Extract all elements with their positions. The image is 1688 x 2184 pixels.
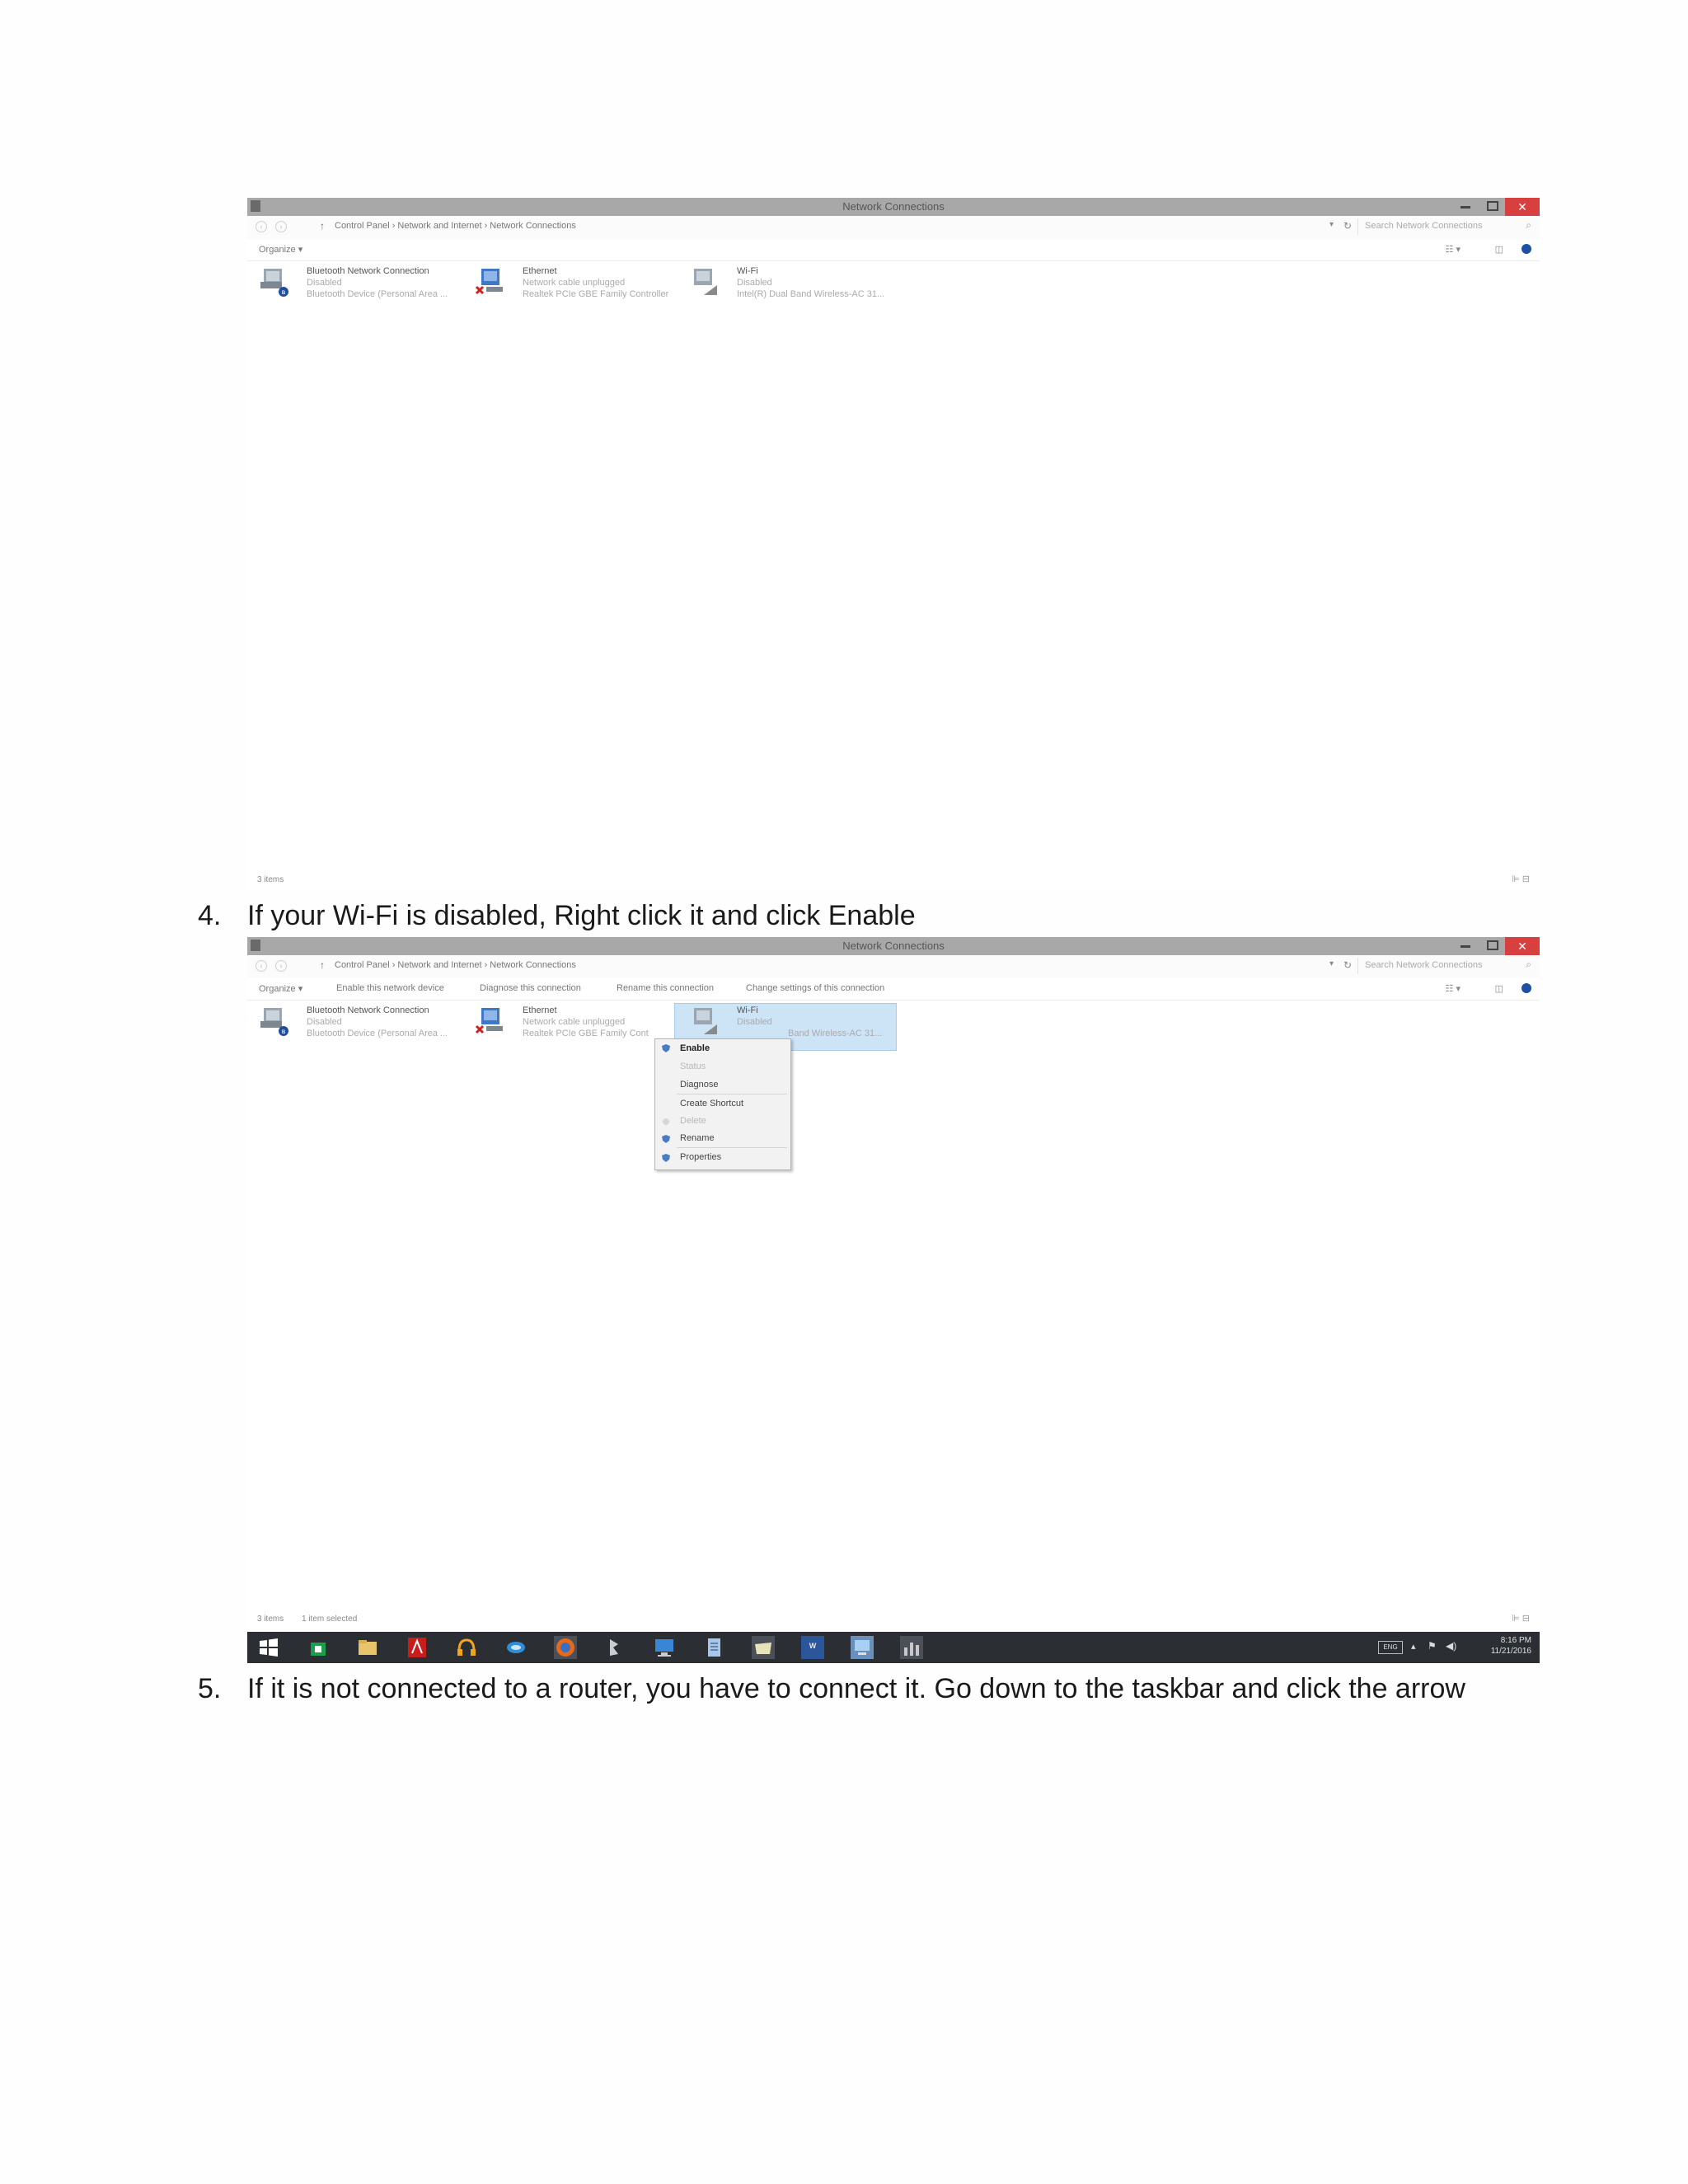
item-name: Wi-Fi xyxy=(737,1005,758,1015)
connections-list xyxy=(247,264,1540,313)
clock-time: 8:16 PM xyxy=(1500,1636,1531,1645)
volume-icon[interactable]: ◀) xyxy=(1446,1640,1457,1652)
menu-item-properties[interactable]: Properties xyxy=(680,1152,722,1162)
list-item-bluetooth[interactable] xyxy=(247,264,453,312)
title-bar xyxy=(247,937,1540,955)
system-tray xyxy=(1375,1632,1540,1663)
word-icon-label: W xyxy=(809,1642,817,1650)
minimize-button[interactable] xyxy=(1461,945,1470,948)
item-description: Band Wireless-AC 31... xyxy=(788,1029,883,1038)
clock[interactable] xyxy=(1491,1635,1531,1657)
notepad-icon[interactable] xyxy=(702,1636,725,1659)
change-settings-button[interactable]: Change settings of this connection xyxy=(746,983,885,993)
close-button[interactable]: ✕ xyxy=(1505,937,1540,955)
item-name: Ethernet xyxy=(523,266,557,276)
breadcrumb[interactable]: Control Panel › Network and Internet › Network Connections xyxy=(335,960,576,970)
shield-icon xyxy=(662,1154,670,1162)
view-options-icon[interactable]: ☷ ▾ xyxy=(1445,245,1461,255)
keyboard-icon[interactable]: ENG xyxy=(1378,1641,1403,1654)
window-title: Network Connections xyxy=(842,940,945,952)
breadcrumb[interactable]: Control Panel › Network and Internet › Network Connections xyxy=(335,221,576,231)
forward-icon[interactable]: › xyxy=(275,960,287,972)
item-name: Ethernet xyxy=(523,1005,557,1015)
close-button[interactable]: ✕ xyxy=(1505,198,1540,216)
search-input[interactable] xyxy=(1357,218,1540,235)
network-icon[interactable] xyxy=(851,1636,874,1659)
enable-device-button[interactable]: Enable this network device xyxy=(336,983,444,993)
command-bar xyxy=(247,239,1540,261)
connections-list xyxy=(247,1003,1540,1052)
item-status: Disabled xyxy=(307,1017,342,1027)
network-adapter-icon xyxy=(689,267,720,297)
menu-item-enable[interactable]: Enable xyxy=(680,1043,710,1053)
delete-icon xyxy=(662,1118,670,1126)
up-arrow-icon[interactable]: ↑ xyxy=(320,959,325,971)
network-connections-window-1 xyxy=(247,198,1540,890)
chevron-down-icon[interactable]: ▾ xyxy=(1329,220,1334,229)
command-bar xyxy=(247,978,1540,1001)
word-icon[interactable] xyxy=(801,1636,824,1659)
help-icon[interactable] xyxy=(1522,983,1531,993)
chart-icon[interactable] xyxy=(900,1636,923,1659)
item-description: Bluetooth Device (Personal Area ... xyxy=(307,289,448,299)
clock-date: 11/21/2016 xyxy=(1490,1647,1531,1656)
action-center-flag-icon[interactable]: ⚑ xyxy=(1428,1640,1437,1652)
up-arrow-icon[interactable]: ↑ xyxy=(320,220,325,232)
search-placeholder: Search Network Connections xyxy=(1365,221,1483,231)
search-placeholder: Search Network Connections xyxy=(1365,960,1483,970)
step-number: 4. xyxy=(198,900,222,931)
menu-item-status[interactable]: Status xyxy=(680,1062,706,1071)
refresh-icon[interactable]: ↻ xyxy=(1343,220,1352,232)
list-item-bluetooth[interactable] xyxy=(247,1003,453,1051)
step-4-text: If your Wi-Fi is disabled, Right click it and click Enable xyxy=(247,900,916,931)
forward-icon[interactable]: › xyxy=(275,221,287,232)
step-number: 5. xyxy=(198,1673,222,1704)
list-item-wifi[interactable] xyxy=(678,264,884,312)
file-explorer-icon[interactable] xyxy=(356,1636,379,1659)
back-icon[interactable]: ‹ xyxy=(256,221,267,232)
item-status: Network cable unplugged xyxy=(523,278,626,288)
preview-pane-icon[interactable]: ◫ xyxy=(1494,245,1503,255)
item-status: Disabled xyxy=(737,1017,772,1027)
address-bar xyxy=(247,216,1540,240)
media-icon[interactable] xyxy=(603,1636,626,1659)
item-name: Wi-Fi xyxy=(737,266,758,276)
firefox-icon[interactable] xyxy=(554,1636,577,1659)
maximize-button[interactable] xyxy=(1487,201,1498,211)
folder-icon[interactable] xyxy=(752,1636,775,1659)
item-description: Realtek PCIe GBE Family Cont xyxy=(523,1029,649,1038)
svg-text:ʙ: ʙ xyxy=(281,1028,286,1035)
item-count: 3 items xyxy=(257,1615,284,1624)
search-input[interactable] xyxy=(1357,958,1540,974)
acrobat-icon[interactable] xyxy=(406,1636,429,1659)
item-status: Disabled xyxy=(737,278,772,288)
item-description: Realtek PCIe GBE Family Controller xyxy=(523,289,669,299)
monitor-icon[interactable] xyxy=(653,1636,676,1659)
diagnose-button[interactable]: Diagnose this connection xyxy=(480,983,581,993)
store-icon[interactable] xyxy=(307,1636,330,1659)
network-connections-window-2 xyxy=(247,937,1540,1632)
view-toggle-icon[interactable]: ⊫ ⊟ xyxy=(1512,1614,1530,1624)
organize-button[interactable]: Organize ▾ xyxy=(259,984,303,994)
window-title: Network Connections xyxy=(842,200,945,213)
show-hidden-icons-arrow[interactable]: ▴ xyxy=(1411,1642,1416,1652)
minimize-button[interactable] xyxy=(1461,206,1470,209)
back-icon[interactable]: ‹ xyxy=(256,960,267,972)
address-bar xyxy=(247,955,1540,979)
menu-item-delete[interactable]: Delete xyxy=(680,1116,706,1126)
menu-separator xyxy=(677,1147,787,1148)
item-name: Bluetooth Network Connection xyxy=(307,1005,429,1015)
item-name: Bluetooth Network Connection xyxy=(307,266,429,276)
title-bar xyxy=(247,198,1540,216)
taskbar xyxy=(247,1632,1540,1663)
skype-icon[interactable] xyxy=(504,1636,528,1659)
menu-item-rename[interactable]: Rename xyxy=(680,1133,715,1143)
search-icon: ⌕ xyxy=(1526,958,1531,970)
view-toggle-icon[interactable]: ⊫ ⊟ xyxy=(1512,874,1530,884)
preview-pane-icon[interactable]: ◫ xyxy=(1494,984,1503,994)
network-adapter-icon xyxy=(475,267,506,297)
network-adapter-icon xyxy=(259,1006,290,1036)
context-menu xyxy=(654,1038,791,1170)
search-icon: ⌕ xyxy=(1526,219,1531,231)
maximize-button[interactable] xyxy=(1487,940,1498,950)
network-adapter-icon xyxy=(689,1006,720,1036)
help-icon[interactable] xyxy=(1522,244,1531,254)
shield-icon xyxy=(662,1044,670,1052)
view-options-icon[interactable]: ☷ ▾ xyxy=(1445,984,1461,994)
list-item-ethernet[interactable] xyxy=(463,1003,649,1051)
item-description: Intel(R) Dual Band Wireless-AC 31... xyxy=(737,289,885,299)
svg-text:ʙ: ʙ xyxy=(281,288,286,296)
list-item-ethernet[interactable] xyxy=(463,264,669,312)
step-5-text: If it is not connected to a router, you have to connect it. Go down to the taskbar and click the arrow xyxy=(247,1673,1465,1704)
network-adapter-icon xyxy=(475,1006,506,1036)
item-status: Network cable unplugged xyxy=(523,1017,626,1027)
start-icon[interactable] xyxy=(257,1636,280,1659)
chevron-down-icon[interactable]: ▾ xyxy=(1329,959,1334,968)
network-adapter-icon xyxy=(259,267,290,297)
selected-count: 1 item selected xyxy=(302,1615,358,1624)
rename-button[interactable]: Rename this connection xyxy=(617,983,715,993)
headphones-icon[interactable] xyxy=(455,1636,478,1659)
organize-button[interactable]: Organize ▾ xyxy=(259,245,303,255)
item-description: Bluetooth Device (Personal Area ... xyxy=(307,1029,448,1038)
refresh-icon[interactable]: ↻ xyxy=(1343,959,1352,971)
item-count: 3 items xyxy=(257,875,284,884)
shield-icon xyxy=(662,1135,670,1143)
menu-item-create-shortcut[interactable]: Create Shortcut xyxy=(680,1099,744,1108)
item-status: Disabled xyxy=(307,278,342,288)
menu-item-diagnose[interactable]: Diagnose xyxy=(680,1080,719,1090)
